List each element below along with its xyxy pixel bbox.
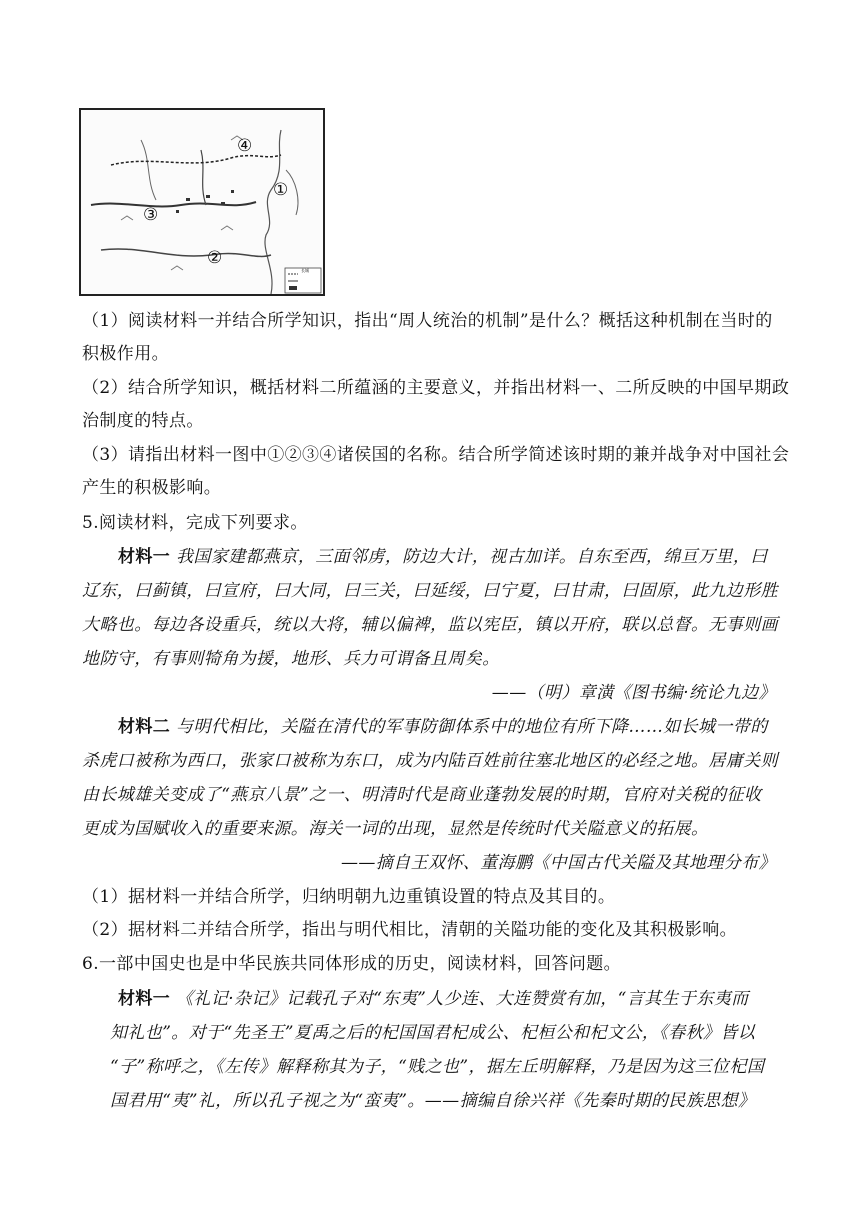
q5-material2-label: 材料二: [118, 717, 171, 737]
map-marker-4: ④: [237, 136, 253, 156]
q6-material1-text1: 《礼记·杂记》记载孔子对“东夷”人少连、大连赞赏有加，“言其生于东夷而: [176, 989, 749, 1009]
map-marker-3: ③: [143, 205, 159, 225]
q5-material2-source: ——摘自王双怀、董海鹏《中国古代关隘及其地理分布》: [341, 853, 776, 873]
q5-material2-line3: 由长城雄关变成了“燕京八景”之一、明清时代是商业蓬勃发展的时期，官府对关税的征收: [82, 785, 762, 805]
q5-material1-label: 材料一: [118, 547, 171, 567]
q6-material1-label: 材料一: [118, 989, 171, 1009]
q5-material2-line1: [118, 716, 768, 738]
q4-sub1-line2: 积极作用。: [82, 344, 169, 364]
q6-material1-line1: [118, 988, 749, 1010]
q6-material1-line3: “子”称呼之，《左传》解释称其为子，“贱之也”，据左丘明解释，乃是因为这三位杞国: [110, 1057, 765, 1077]
q4-sub1-line1: （1）阅读材料一并结合所学知识，指出“周人统治的机制”是什么？概括这种机制在当时的: [82, 311, 773, 331]
q5-material1-line2: 辽东，曰蓟镇，曰宣府，曰大同，曰三关，曰延绥，曰宁夏，曰甘肃，曰固原，此九边形胜: [82, 581, 778, 601]
q5-material1-line3: 大略也。每边各设重兵，统以大将，辅以偏裨，监以宪臣，镇以开府，联以总督。无事则画: [82, 615, 778, 635]
map-drawing: [81, 110, 323, 294]
q5-stem: 5.阅读材料，完成下列要求。: [82, 513, 308, 533]
q5-material1-source: ——（明）章潢《图书编·统论九边》: [491, 683, 776, 703]
q4-sub3-line2: 产生的积极影响。: [82, 478, 222, 498]
q5-sub1: （1）据材料一并结合所学，归纳明朝九边重镇设置的特点及其目的。: [82, 887, 616, 907]
q5-material2-line2: 杀虎口被称为西口，张家口被称为东口，成为内陆百姓前往塞北地区的必经之地。居庸关则: [82, 751, 778, 771]
q5-material2-line4: 更成为国赋收入的重要来源。海关一词的出现，显然是传统时代关隘意义的拓展。: [82, 819, 709, 839]
map-marker-2: ②: [207, 248, 223, 268]
q5-material2-text1: 与明代相比，关隘在清代的军事防御体系中的地位有所下降……如长城一带的: [176, 717, 768, 737]
q4-sub3-line1: （3）请指出材料一图中①②③④诸侯国的名称。结合所学简述该时期的兼并战争对中国社会: [82, 445, 790, 465]
q5-material1-text1: 我国家建都燕京，三面邻虏，防边大计，视古加详。自东至西，绵亘万里，曰: [176, 547, 768, 567]
historical-map: [79, 108, 325, 296]
map-legend-wall: 长城: [301, 268, 309, 273]
q4-sub2-line1: （2）结合所学知识，概括材料二所蕴涵的主要意义，并指出材料一、二所反映的中国早期政: [82, 378, 790, 398]
q4-sub2-line2: 治制度的特点。: [82, 411, 204, 431]
q5-material1-line4: 地防守，有事则犄角为援，地形、兵力可谓备且周矣。: [82, 649, 500, 669]
q5-material1-line1: [118, 546, 768, 568]
q6-stem: 6.一部中国史也是中华民族共同体形成的历史，阅读材料，回答问题。: [82, 954, 622, 974]
q6-material1-line2: 知礼也”。对于“先圣王”夏禹之后的杞国国君杞成公、杞桓公和杞文公，《春秋》皆以: [110, 1023, 756, 1043]
q6-material1-line4: 国君用“夷”礼，所以孔子视之为“蛮夷”。——摘编自徐兴祥《先秦时期的民族思想》: [110, 1091, 756, 1111]
map-marker-1: ①: [273, 180, 289, 200]
q5-sub2: （2）据材料二并结合所学，指出与明代相比，清朝的关隘功能的变化及其积极影响。: [82, 920, 738, 940]
